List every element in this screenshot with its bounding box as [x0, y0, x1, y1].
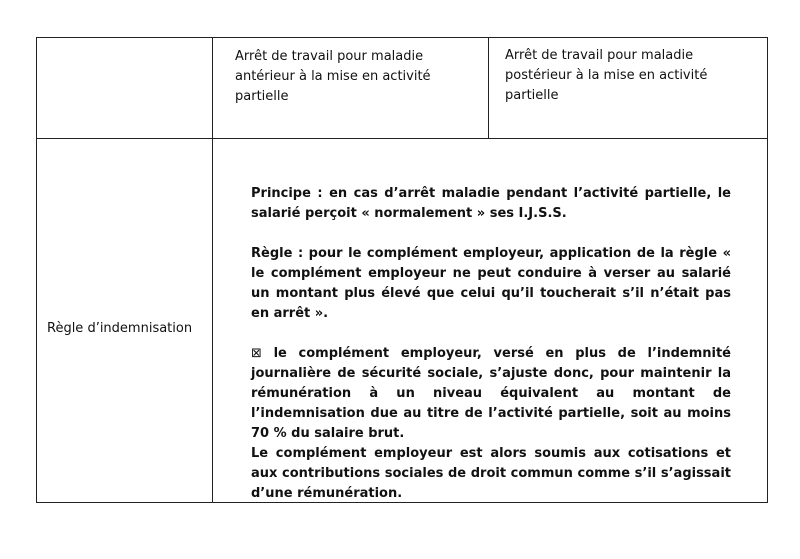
column-divider-1 — [212, 38, 213, 502]
cotisations-paragraph: Le complément employeur est alors soumis aux cotisations et aux contributions sociales de droit commun comme s’il s’agissait d’une rémunération. — [251, 446, 731, 501]
row-divider — [37, 138, 767, 139]
header-cell-posterieur: Arrêt de travail pour maladie postérieur à la mise en activité partielle — [505, 48, 708, 103]
column-divider-2 — [488, 38, 489, 138]
regle-paragraph: Règle : pour le complément employeur, application de la règle « le complément employeur ne peut conduire à verser au salarié un montant plus élevé que celui qu’il toucherait s’il n’était pas en arrêt ». — [251, 246, 731, 321]
row-label-regle-indemnisation: Règle d’indemnisation — [47, 321, 193, 336]
complement-text: le complément employeur, versé en plus de l’indemnité journalière de sécurité sociale, s’ajuste donc, pour maintenir la rémunération à un niveau équivalent au montant de l’indemnisation due au titre de l’activité partielle, soit au moins 70 % du salaire brut. — [251, 346, 731, 441]
header-cell-anterieur: Arrêt de travail pour maladie antérieur à la mise en activité partielle — [235, 49, 431, 104]
complement-paragraph — [251, 344, 731, 444]
regle-content-cell — [251, 184, 731, 504]
checkbox-glyph-icon: ⊠ — [251, 346, 262, 361]
indemnisation-table — [36, 37, 768, 503]
principe-paragraph: Principe : en cas d’arrêt maladie pendant l’activité partielle, le salarié perçoit « normalement » ses I.J.S.S. — [251, 186, 731, 221]
